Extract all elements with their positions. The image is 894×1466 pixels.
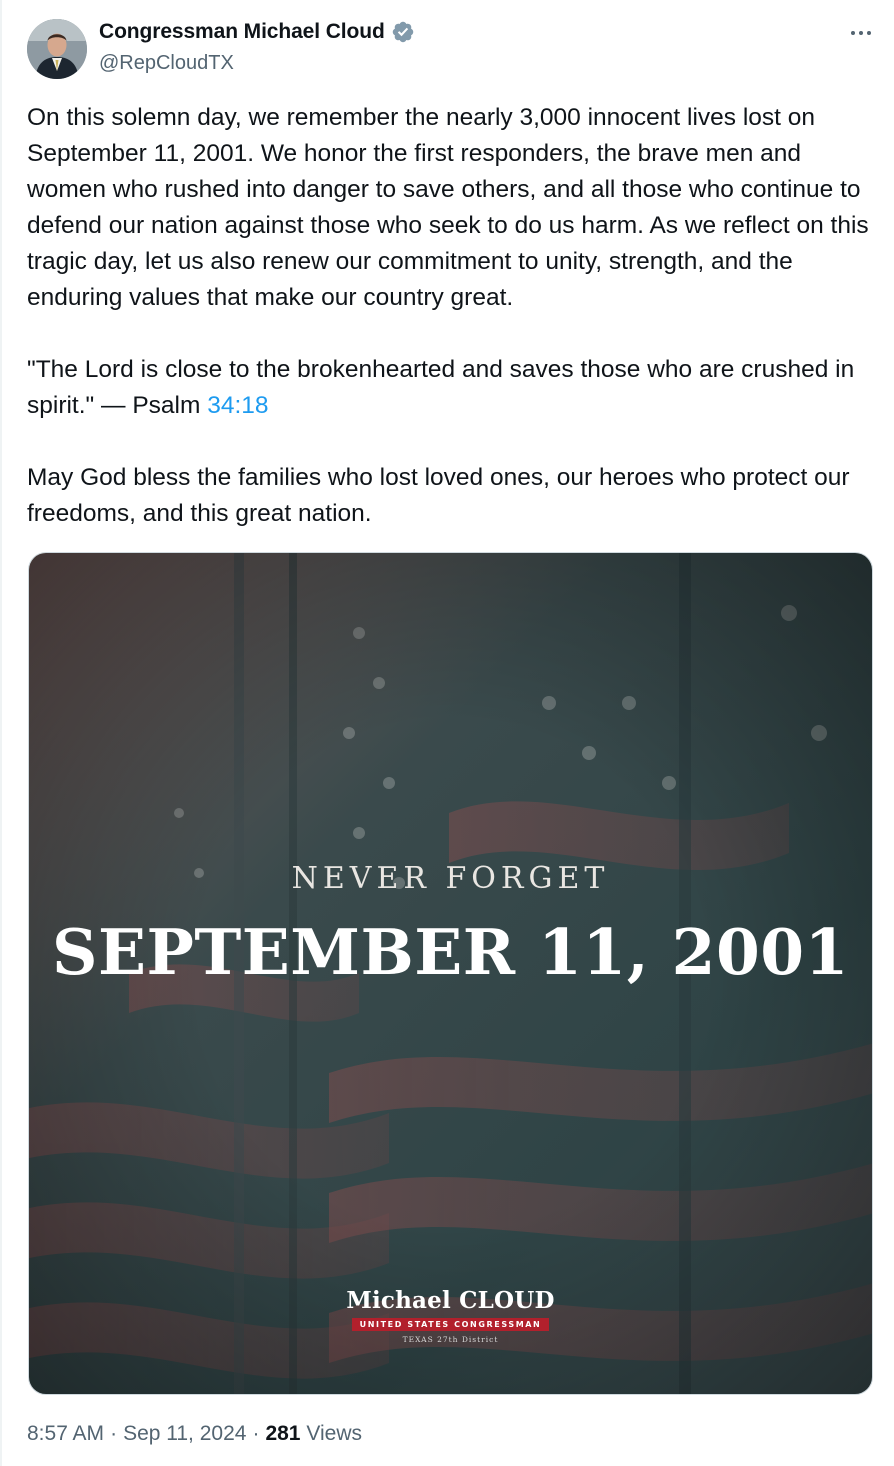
views-count: 281 — [265, 1422, 301, 1445]
tweet-date[interactable]: Sep 11, 2024 — [123, 1422, 247, 1445]
image-heading-date: SEPTEMBER 11, 2001 — [52, 915, 849, 989]
verified-badge-icon[interactable] — [391, 20, 415, 44]
logo-district: TEXAS 27th District — [402, 1335, 499, 1344]
tweet-time[interactable]: 8:57 AM — [27, 1422, 105, 1445]
views-label: Views — [306, 1422, 362, 1445]
tweet-text — [27, 100, 872, 532]
author-handle[interactable]: @RepCloudTX — [99, 52, 234, 74]
author-display-name[interactable]: Congressman Michael Cloud — [99, 20, 385, 43]
tweet-paragraph-1: On this solemn day, we remember the nearly 3,000 innocent lives lost on September 11, 2001. We honor the first responders, the brave men and women who rushed into danger to save others, and all those who continue to defend our nation against those who seek to do us harm. As we reflect on this tragic day, let us also renew our commitment to unity, strength, and the enduring values that make our country great. — [27, 104, 869, 311]
logo-name: Michael CLOUD — [346, 1287, 555, 1314]
tweet-paragraph-3: May God bless the families who lost loved ones, our heroes who protect our freedoms, and this great nation. — [27, 464, 850, 527]
meta-separator: · — [252, 1422, 260, 1445]
tweet-meta — [27, 1422, 362, 1446]
quote-text: "The Lord is close to the brokenhearted and saves those who are crushed in spirit." — Psalm — [27, 356, 855, 419]
psalm-link[interactable]: 34:18 — [207, 392, 269, 419]
tweet-paragraph-2 — [27, 352, 872, 424]
avatar[interactable] — [27, 19, 87, 79]
image-heading-never-forget: NEVER FORGET — [291, 861, 610, 896]
views-stat[interactable] — [265, 1422, 362, 1446]
tweet-image[interactable] — [28, 552, 873, 1395]
michael-cloud-logo — [29, 1287, 872, 1344]
more-options-icon[interactable] — [846, 22, 876, 44]
meta-separator: · — [110, 1422, 118, 1445]
logo-title: UNITED STATES CONGRESSMAN — [352, 1318, 550, 1331]
author-name-row — [99, 20, 415, 44]
